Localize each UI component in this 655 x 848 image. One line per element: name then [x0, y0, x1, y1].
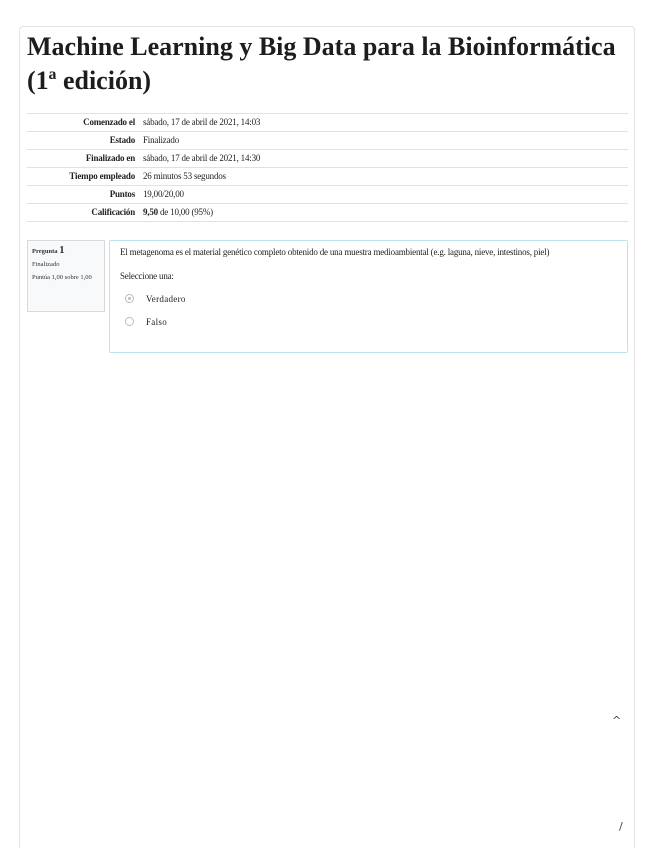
radio-checked-icon[interactable]: [125, 294, 134, 303]
answer-label: Falso: [146, 316, 168, 327]
summary-label: Puntos: [109, 189, 135, 199]
radio-unchecked-icon[interactable]: [125, 317, 134, 326]
summary-value: sábado, 17 de abril de 2021, 14:30: [143, 153, 261, 163]
question-number: [32, 245, 100, 257]
summary-value: 19,00/20,00: [143, 189, 184, 199]
summary-label: Tiempo empleado: [69, 171, 135, 181]
answer-prompt: Seleccione una:: [120, 271, 174, 281]
answer-option-falso[interactable]: [120, 310, 617, 333]
question-grade: Puntúa 1,00 sobre 1,00: [32, 274, 92, 281]
answer-label: Verdadero: [146, 293, 186, 304]
question-text: El metagenoma es el material genético completo obtenido de una muestra medioambiental (e.g. laguna, nieve, intestinos, piel): [120, 247, 550, 257]
summary-row-points: [27, 186, 628, 204]
corner-mark: /: [619, 820, 623, 833]
page-title: Machine Learning y Big Data para la Bioinformática (1ª edición): [27, 32, 616, 95]
answer-option-verdadero[interactable]: [120, 287, 617, 310]
summary-row-time-taken: [27, 168, 628, 186]
grade-outof: de 10,00 (95%): [157, 207, 213, 217]
summary-row-started: [27, 114, 628, 132]
question-content-box: [109, 240, 628, 353]
attempt-summary-table: [27, 113, 628, 222]
summary-value: Finalizado: [143, 135, 179, 145]
summary-label: Calificación: [91, 207, 135, 217]
summary-value: sábado, 17 de abril de 2021, 14:03: [143, 117, 261, 127]
summary-row-grade: [27, 204, 628, 222]
summary-label: Finalizado en: [85, 153, 135, 163]
scroll-to-top-icon[interactable]: ^: [612, 714, 622, 727]
summary-row-finished: [27, 150, 628, 168]
summary-value: 26 minutos 53 segundos: [143, 171, 226, 181]
summary-label: Estado: [109, 135, 135, 145]
grade-value: 9,50: [143, 207, 158, 217]
question-state: Finalizado: [32, 261, 60, 268]
summary-value: [142, 204, 628, 222]
question-label: Pregunta: [32, 248, 58, 255]
question-info-box: [27, 240, 105, 312]
summary-row-state: [27, 132, 628, 150]
summary-label: Comenzado el: [83, 117, 135, 127]
question-number-value: 1: [59, 244, 65, 256]
